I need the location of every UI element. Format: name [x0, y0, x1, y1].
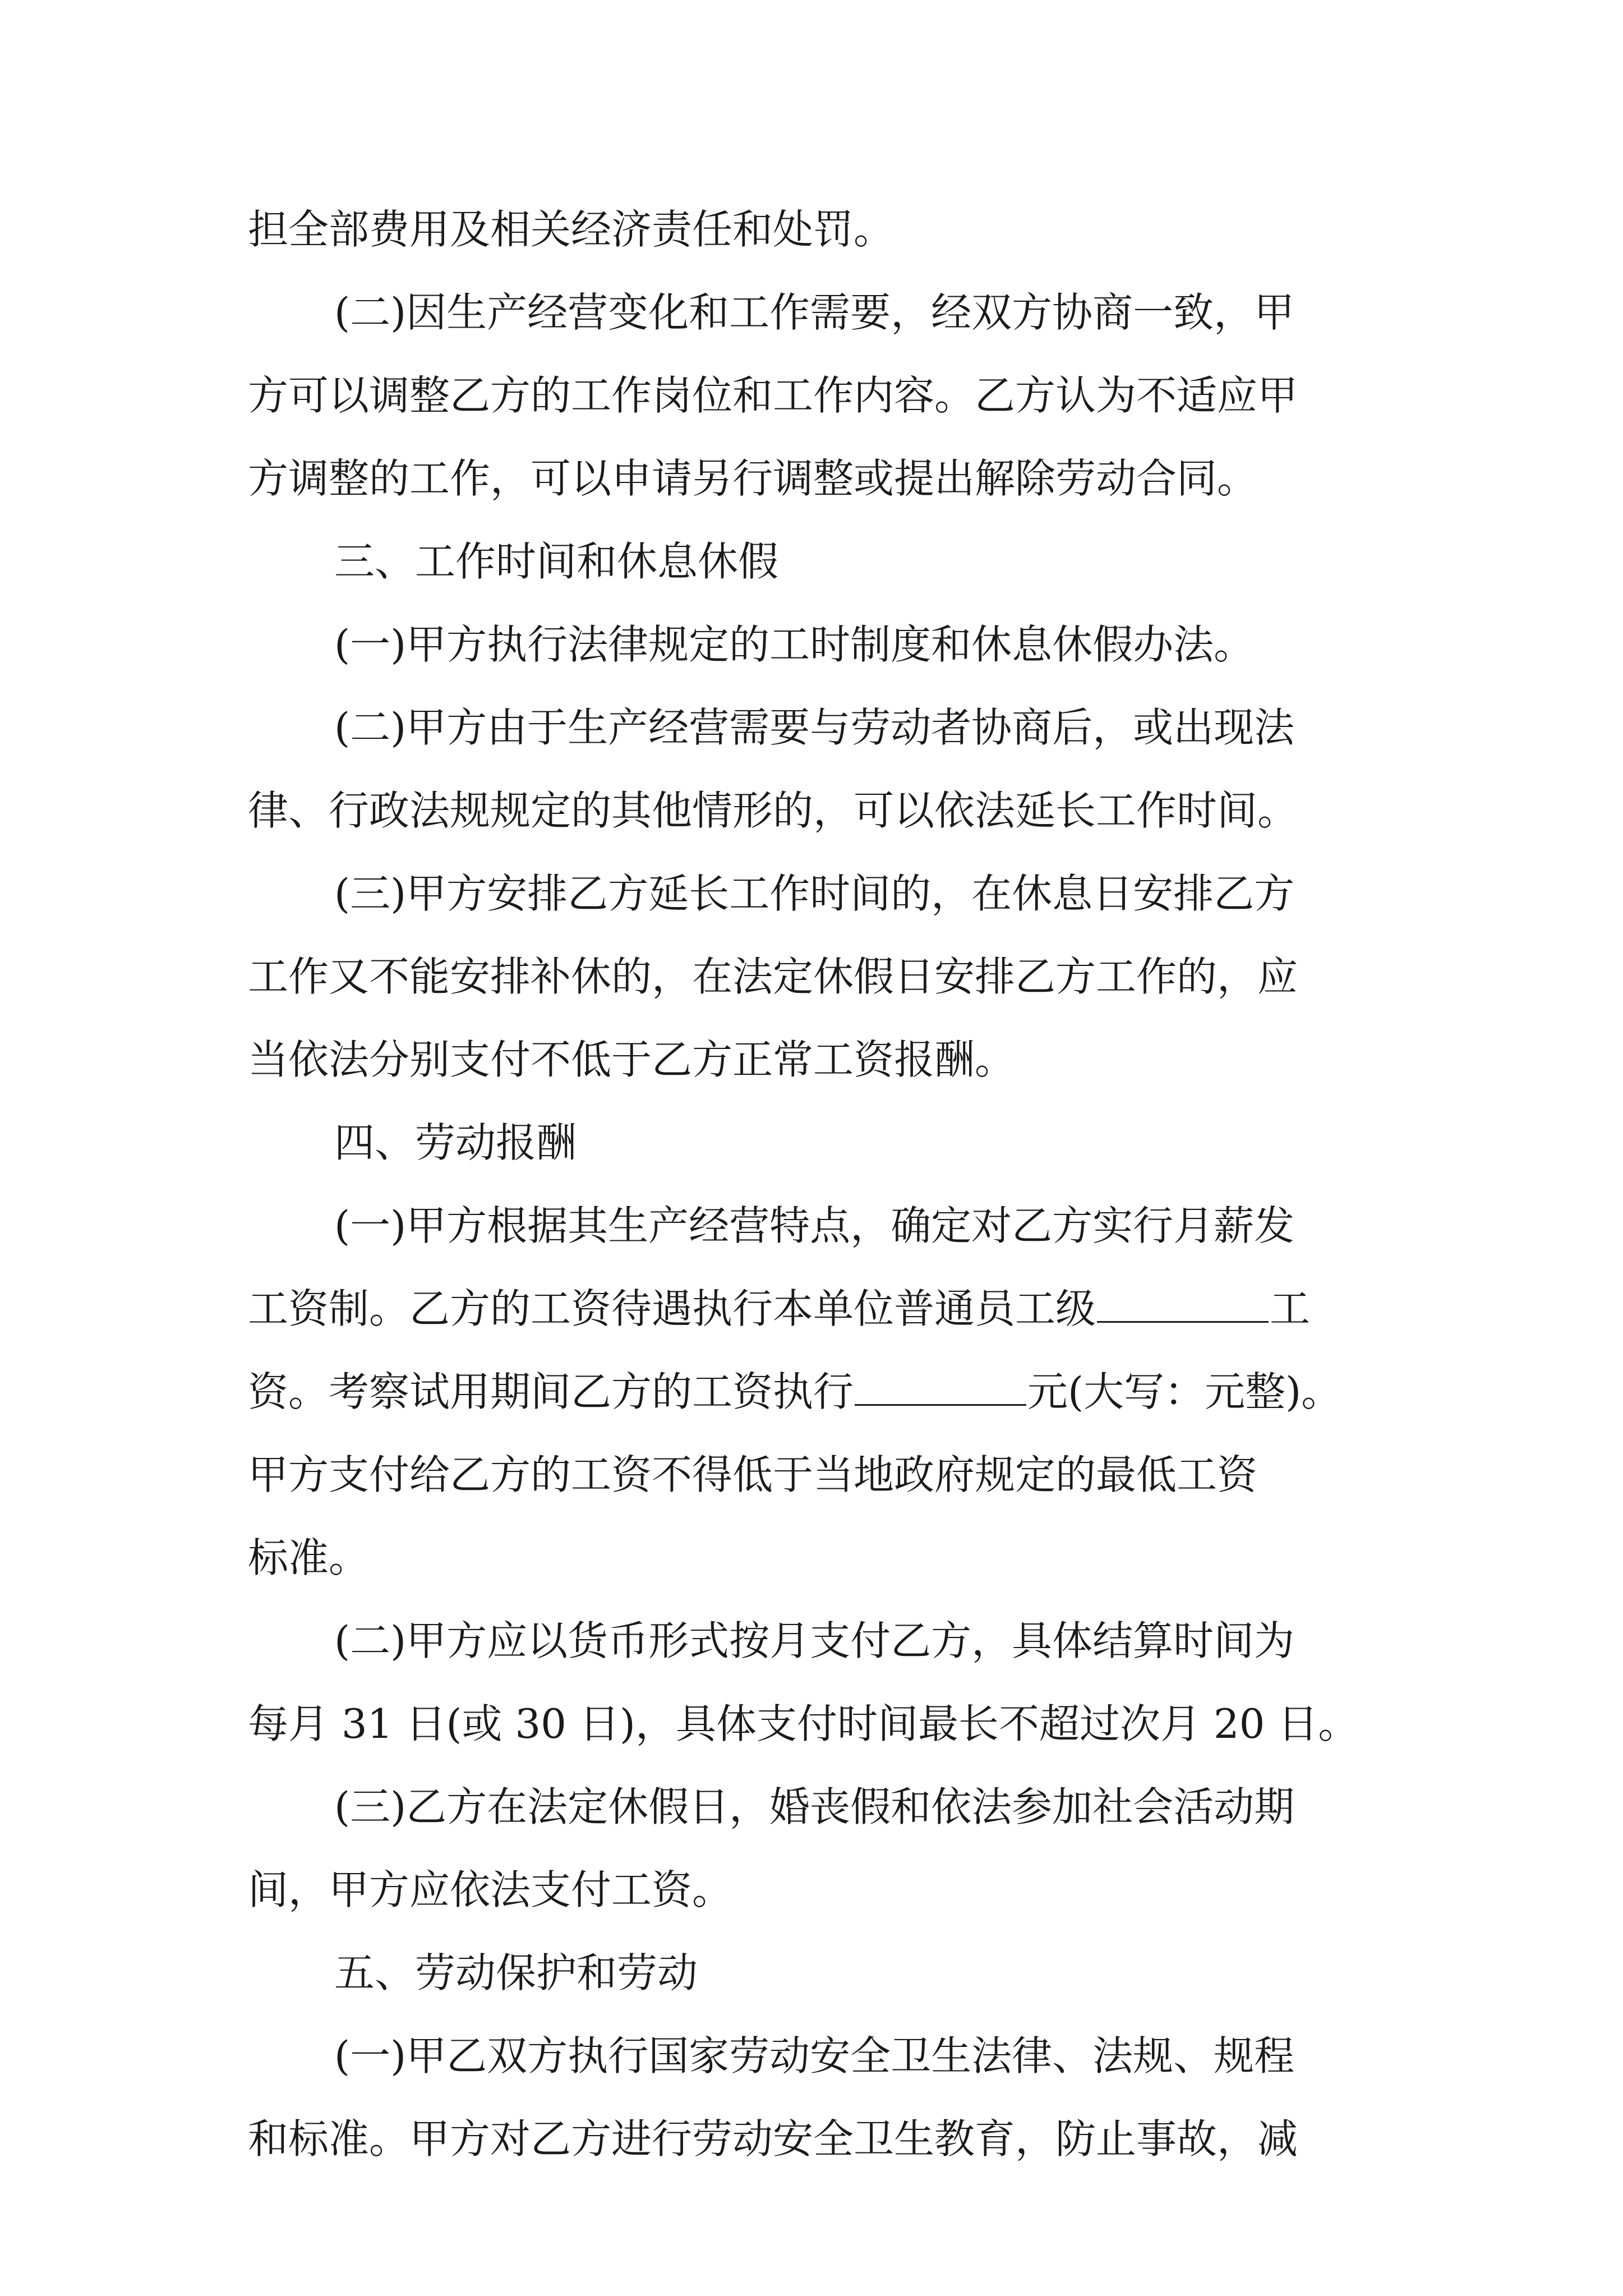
paragraph-line: (三)甲方安排乙方延长工作时间的，在休息日安排乙方 — [334, 870, 1295, 917]
line-text: 工资制。乙方的工资待遇执行本单位普通员工级 — [248, 1285, 1096, 1332]
line-text: 工 — [1270, 1285, 1311, 1332]
paragraph-line: 方可以调整乙方的工作岗位和工作内容。乙方认为不适应甲 — [248, 372, 1298, 419]
paragraph-line: 和标准。甲方对乙方进行劳动安全卫生教育，防止事故，减 — [248, 2115, 1298, 2162]
paragraph-line: (二)甲方由于生产经营需要与劳动者协商后，或出现法 — [334, 704, 1295, 751]
paragraph-line: 律、行政法规规定的其他情形的，可以依法延长工作时间。 — [248, 787, 1298, 834]
paragraph-line: (一)甲乙双方执行国家劳动安全卫生法律、法规、规程 — [334, 2032, 1295, 2079]
paragraph-line: 担全部费用及相关经济责任和处罚。 — [248, 206, 895, 253]
paragraph-line: 工作又不能安排补休的，在法定休假日安排乙方工作的，应 — [248, 953, 1298, 1000]
paragraph-line: (三)乙方在法定休假日，婚丧假和依法参加社会活动期 — [334, 1783, 1295, 1830]
paragraph-line: 方调整的工作，可以申请另行调整或提出解除劳动合同。 — [248, 455, 1258, 502]
paragraph-line: 每月 31 日(或 30 日)，具体支付时间最长不超过次月 20 日。 — [248, 1700, 1359, 1747]
paragraph-line — [248, 1365, 1341, 1419]
paragraph-line: 标准。 — [248, 1534, 370, 1581]
paragraph-line: 甲方支付给乙方的工资不得低于当地政府规定的最低工资 — [248, 1451, 1258, 1498]
section-heading: 三、工作时间和休息休假 — [334, 538, 779, 585]
line-text: 元(大写：元整)。 — [1027, 1368, 1342, 1415]
paragraph-line: (一)甲方执行法律规定的工时制度和休息休假办法。 — [334, 621, 1255, 668]
paragraph-line: 当依法分别支付不低于乙方正常工资报酬。 — [248, 1036, 1016, 1083]
paragraph-line: (一)甲方根据其生产经营特点，确定对乙方实行月薪发 — [334, 1202, 1295, 1249]
line-text: 资。考察试用期间乙方的工资执行 — [248, 1368, 854, 1415]
paragraph-line: 间，甲方应依法支付工资。 — [248, 1866, 733, 1913]
section-heading: 五、劳动保护和劳动 — [334, 1949, 698, 1996]
section-heading: 四、劳动报酬 — [334, 1119, 577, 1166]
paragraph-line — [248, 1282, 1310, 1336]
fill-in-blank — [1097, 1319, 1269, 1323]
paragraph-line: (二)因生产经营变化和工作需要，经双方协商一致，甲 — [334, 289, 1295, 336]
paragraph-line: (二)甲方应以货币形式按月支付乙方，具体结算时间为 — [334, 1617, 1295, 1664]
fill-in-blank — [855, 1402, 1026, 1406]
